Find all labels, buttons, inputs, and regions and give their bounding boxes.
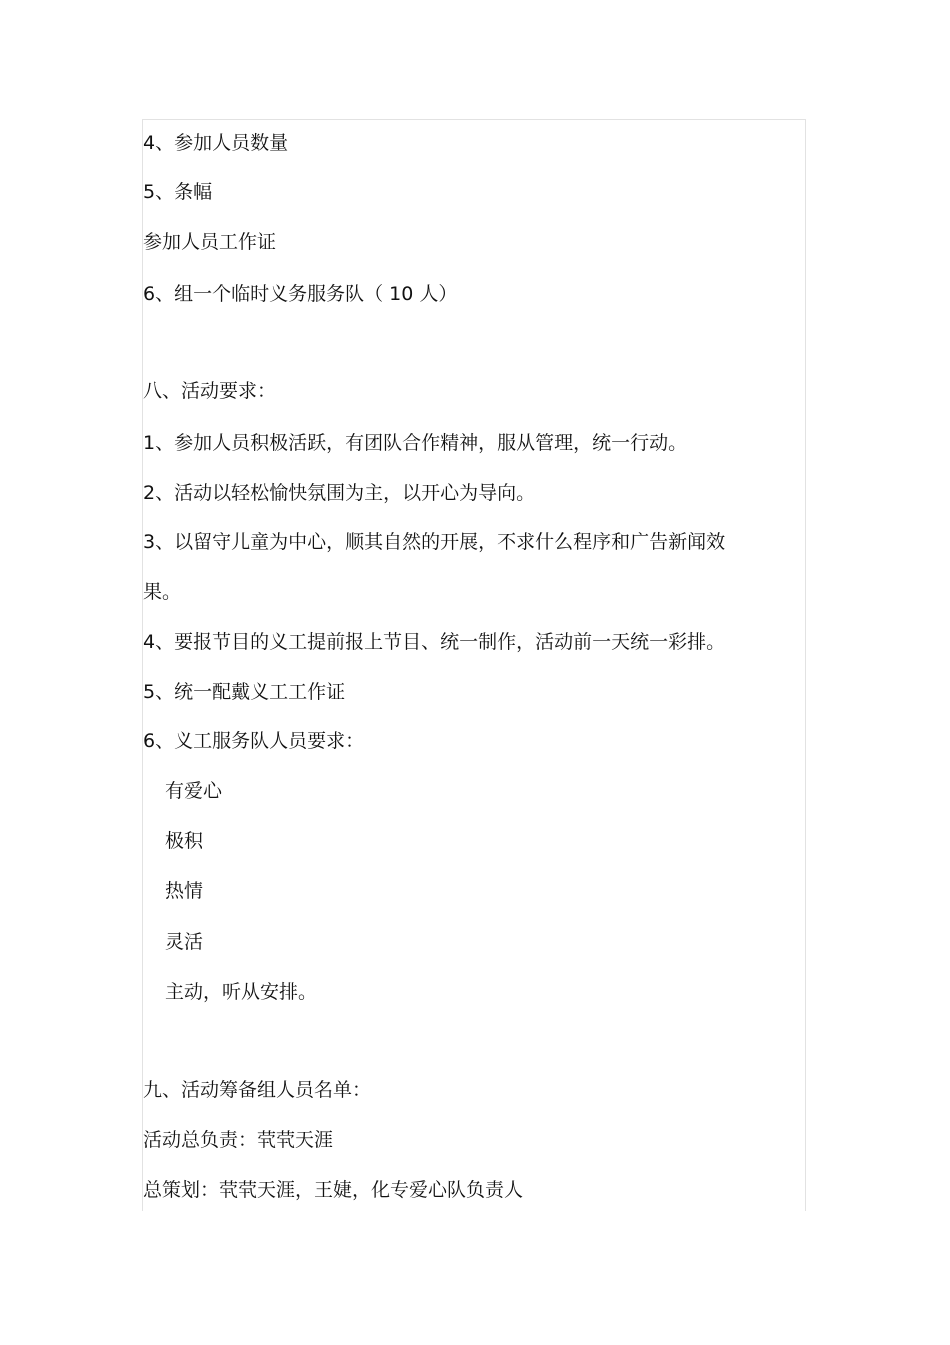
- list-item: 4、参加人员数量: [143, 132, 289, 154]
- requirement-item: 灵活: [165, 931, 204, 953]
- list-item: 6、义工服务队人员要求：: [143, 730, 365, 752]
- list-item: 4、要报节目的义工提前报上节目、统一制作，活动前一天统一彩排。: [143, 631, 726, 653]
- requirement-item: 热情: [165, 880, 204, 902]
- list-item: 5、条幅: [143, 181, 213, 203]
- section-heading: 九、活动筹备组人员名单：: [143, 1079, 372, 1101]
- list-item: 1、参加人员积极活跃，有团队合作精神，服从管理，统一行动。: [143, 432, 688, 454]
- list-item: 3、以留守儿童为中心，顺其自然的开展，不求什么程序和广告新闻效: [143, 531, 726, 553]
- requirement-item: 有爱心: [165, 780, 223, 802]
- list-item: 总策划：茕茕天涯，王婕，化专爱心队负责人: [143, 1179, 524, 1201]
- list-item-continuation: 果。: [143, 581, 182, 603]
- list-item: 2、活动以轻松愉快氛围为主，以开心为导向。: [143, 482, 536, 504]
- requirement-item: 极积: [165, 830, 204, 852]
- list-item: 参加人员工作证: [143, 231, 277, 253]
- section-heading: 八、活动要求：: [143, 380, 277, 402]
- list-item: 6、组一个临时义务服务队（ 10 人）: [143, 283, 458, 305]
- list-item: 5、统一配戴义工工作证: [143, 681, 346, 703]
- requirement-item: 主动，听从安排。: [165, 981, 318, 1003]
- list-item: 活动总负责：茕茕天涯: [143, 1129, 334, 1151]
